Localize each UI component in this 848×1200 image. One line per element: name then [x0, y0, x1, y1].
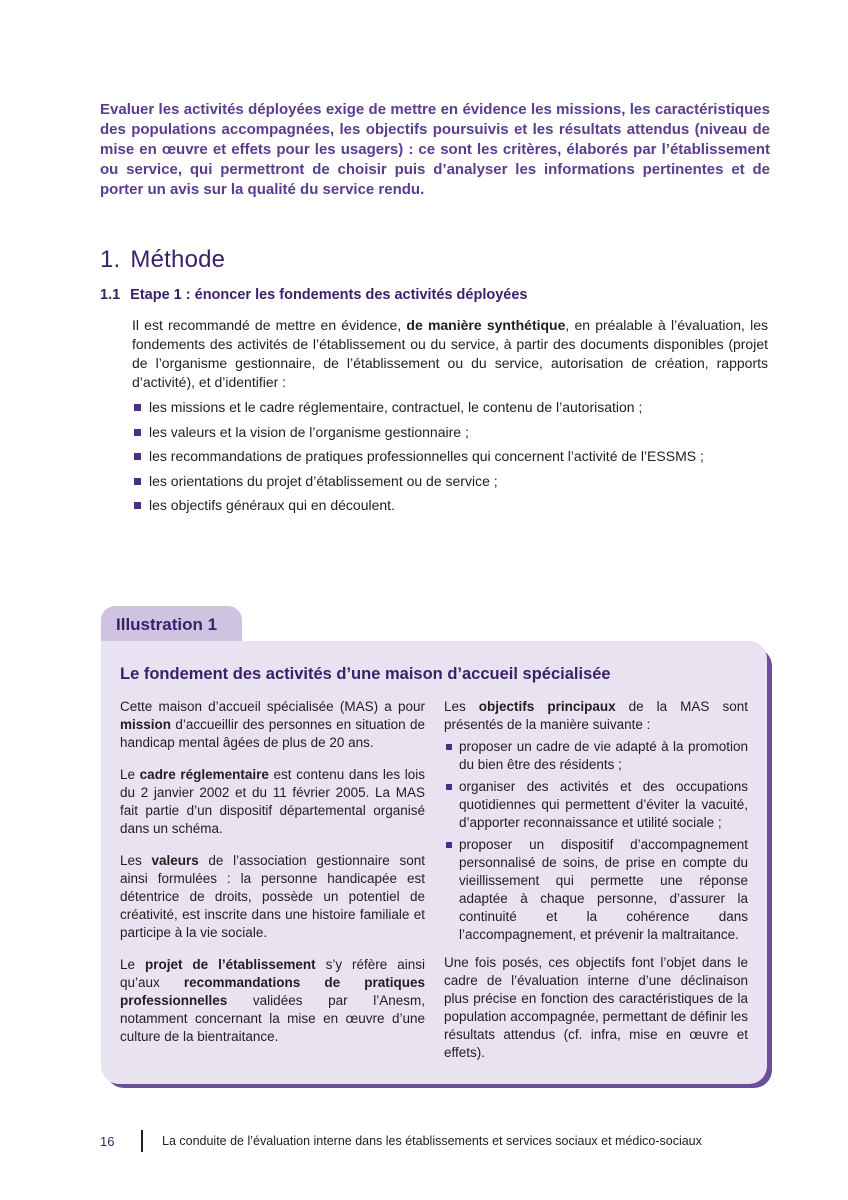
intro-paragraph: Evaluer les activités déployées exige de mettre en évidence les missions, les caractéristiques des populations accompagnées, les objectifs poursuivis et les résultats attendus (niveau de mise en œuvre et effets pour les usagers) : ce sont les critères, élaborés par l’établissement ou service, qui permettront de choisir puis d’analyser les informations pertinentes et de porter un avis sur la qualité du service rendu.	[100, 101, 770, 198]
subsection-title: Etape 1 : énoncer les fondements des activités déployées	[130, 287, 528, 303]
list-item	[444, 778, 748, 832]
page-number: 16	[100, 1134, 115, 1149]
text-run: Cette maison d’accueil spécialisée (MAS) a pour	[120, 699, 425, 714]
list-item-text: les valeurs et la vision de l’organisme gestionnaire ;	[149, 423, 469, 440]
text-run: Le	[120, 767, 140, 782]
list-item	[132, 472, 704, 497]
text-run: validées par l’Anesm, notamment concernant la mise en œuvre d’une culture de la bientraitance.	[120, 993, 425, 1044]
values-paragraph	[120, 852, 425, 942]
objectives-list	[444, 738, 748, 944]
body-text-bold: de manière synthétique	[406, 317, 566, 333]
illustration-tab	[101, 606, 242, 642]
illustration-right-column	[444, 698, 748, 1076]
list-item	[132, 398, 704, 423]
illustration-title: Le fondement des activités d’une maison d’accueil spécialisée	[120, 665, 611, 683]
subsection-heading	[100, 287, 527, 303]
text-bold: recommandations de pratiques professionnelles	[120, 975, 425, 1008]
text-bold: objectifs principaux	[478, 699, 616, 714]
objectives-paragraph	[444, 698, 748, 734]
footer-divider	[141, 1130, 143, 1152]
list-item-text: les missions et le cadre réglementaire, contractuel, le contenu de l’autorisation ;	[149, 399, 643, 415]
text-run: Les	[444, 699, 479, 714]
project-paragraph	[120, 956, 425, 1046]
body-paragraph	[132, 316, 768, 392]
list-item-text: les objectifs généraux qui en découlent.	[149, 497, 395, 514]
text-bold: valeurs	[151, 853, 199, 868]
illustration-left-column	[120, 698, 425, 1060]
list-item	[132, 423, 704, 448]
text-run: Le	[120, 957, 145, 972]
text-run: s’y réfère ainsi qu’aux	[120, 957, 425, 990]
section-heading	[100, 246, 225, 274]
criteria-list	[132, 398, 704, 521]
text-bold: projet de l’établissement	[144, 957, 316, 972]
bullet-square-icon	[134, 404, 141, 411]
bullet-square-icon	[134, 429, 141, 436]
subsection-number: 1.1	[100, 287, 121, 303]
body-text-start: Il est recommandé de mettre en évidence,	[132, 317, 402, 333]
list-item-text: proposer un cadre de vie adapté à la promotion du bien être des résidents ;	[459, 739, 748, 772]
bullet-square-icon	[134, 502, 141, 509]
bullet-square-icon	[134, 453, 141, 460]
bullet-square-icon	[134, 478, 141, 485]
bullet-square-icon	[446, 744, 452, 750]
illustration-tab-label: Illustration 1	[116, 615, 218, 634]
framework-paragraph	[120, 766, 425, 838]
list-item	[444, 836, 748, 944]
section-title: Méthode	[130, 246, 226, 273]
text-run: Les	[120, 853, 152, 868]
bullet-square-icon	[446, 842, 452, 848]
text-run: de l’association gestionnaire sont ainsi formulées : la personne handicapée est détentrice de droits, possède un potentiel de créativité, est inscrite dans une histoire familiale et participe à la vie sociale.	[120, 853, 425, 940]
text-run: d’accueillir des personnes en situation de handicap mental âgées de plus de 20 ans.	[120, 717, 425, 750]
list-item-text: organiser des activités et des occupations quotidiennes qui permettent d’éviter la vacuité, d’apporter reconnaissance et utilité sociale ;	[459, 779, 748, 830]
text-bold: cadre réglementaire	[139, 767, 269, 782]
list-item	[132, 496, 704, 521]
list-item	[132, 447, 704, 472]
text-run: de la MAS sont présentés de la manière suivante :	[444, 699, 748, 732]
mission-paragraph	[120, 698, 425, 752]
list-item-text: proposer un dispositif d’accompagnement personnalisé de soins, de prise en compte du vieillissement qui permette une réponse adaptée à chaque personne, d’assurer la continuité et la cohérence dans l’accompagnement, et prévenir la maltraitance.	[459, 837, 748, 942]
list-item-text: les recommandations de pratiques professionnelles qui concernent l’activité de l’ESSMS ;	[149, 448, 704, 465]
bullet-square-icon	[446, 784, 452, 790]
body-text-end: , en préalable à l’évaluation, les fondements des activités de l’établissement ou du service, à partir des documents disponibles (projet de l’organisme gestionnaire, de l’établissement ou du service, autorisation de création, rapports d’activité), et d’identifier :	[132, 317, 768, 390]
text-bold: mission	[120, 717, 172, 732]
section-number: 1.	[100, 246, 121, 273]
running-footer: La conduite de l’évaluation interne dans les établissements et services sociaux et médico-sociaux	[162, 1134, 702, 1148]
text-run: est contenu dans les lois du 2 janvier 2002 et du 11 février 2005. La MAS fait partie d’un dispositif départemental organisé dans un schéma.	[120, 767, 425, 836]
list-item	[444, 738, 748, 774]
conclusion-paragraph: Une fois posés, ces objectifs font l’objet dans le cadre de l’évaluation interne d’une déclinaison plus précise en fonction des caractéristiques de la population accompagnée, permettant de définir les résultats attendus (cf. infra, mise en œuvre et effets).	[444, 955, 748, 1060]
list-item-text: les orientations du projet d’établissement ou de service ;	[149, 472, 498, 489]
